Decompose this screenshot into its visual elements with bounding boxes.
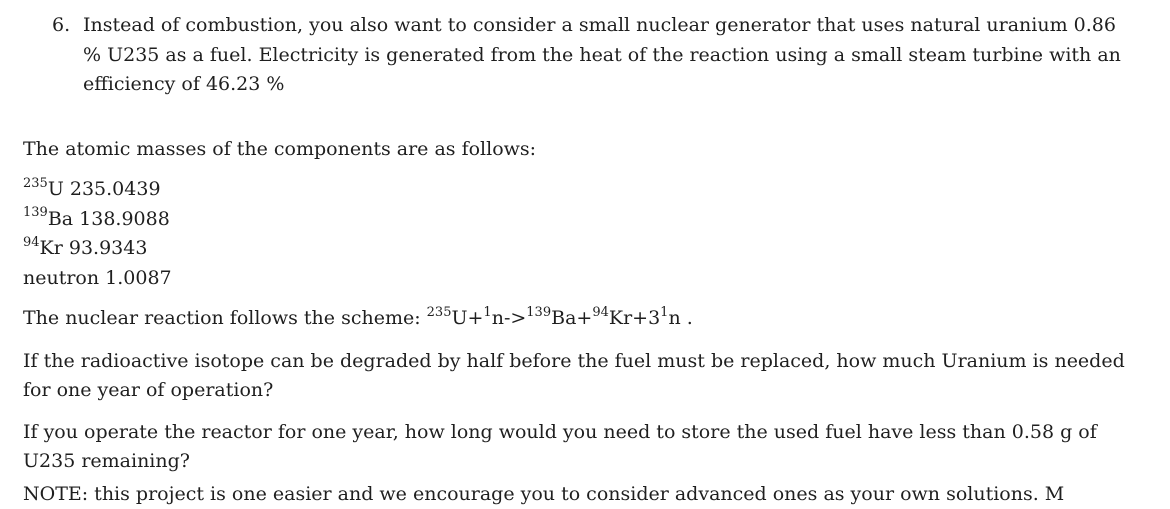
atomic-masses-intro: The atomic masses of the components are as follows: xyxy=(23,138,537,160)
mass-ba139: $^{139}$Ba 138.9088 xyxy=(23,205,170,230)
question-storage-time: If you operate the reactor for one year, how long would you need to store the used fuel have less than 0.58 g of U235 remaining? xyxy=(23,421,1097,472)
question-half-degradation: If the radioactive isotope can be degraded by half before the fuel must be replaced, how much Uranium is needed for one year of operation? xyxy=(23,350,1125,401)
mass-neutron: neutron 1.0087 xyxy=(23,266,172,289)
note-text: NOTE: this project is one easier and we encourage you to consider advanced ones as your own solutions. M xyxy=(23,483,1065,505)
mass-kr94: $^{94}$Kr 93.9343 xyxy=(23,234,148,259)
question-6-text: Instead of combustion, you also want to consider a small nuclear generator that uses natural uranium 0.86 % U235 as a fuel. Electricity is generated from the heat of the reaction using a small steam turbine with an efficiency of 46.23 % xyxy=(83,14,1121,95)
question-6 xyxy=(52,11,1137,100)
reaction-scheme: The nuclear reaction follows the scheme: $^{235}U+^1n->^{139}Ba+^{94}Kr+3^1n$ . xyxy=(23,304,693,329)
question-number: 6. xyxy=(52,14,71,36)
mass-u235: $^{235}$U 235.0439 xyxy=(23,175,161,200)
atomic-masses-list xyxy=(23,175,1138,293)
